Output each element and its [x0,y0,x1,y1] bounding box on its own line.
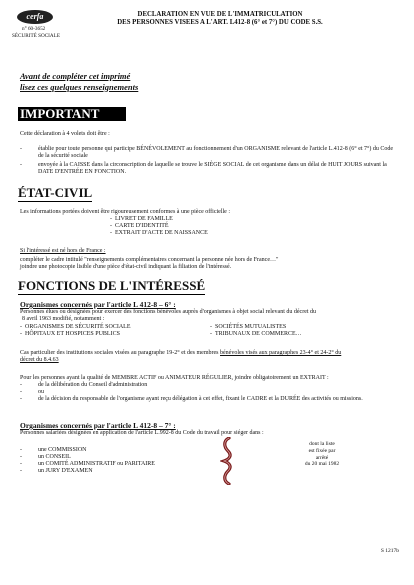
member-text: Pour les personnes ayant la qualité de MEMBRE ACTIF ou ANIMATEUR RÉGULIER, joindre obligatoirement un EXTRAIT : [20,375,329,381]
form-code: S 1217b [380,548,399,554]
abroad-line-1: compléter le cadre intitulé "renseignements complémentaires concernant la personne née hors de France…" [20,257,279,263]
particular-case: Cas particulier des institutions sociales visées au paragraphe 19-2° et des membres bénévoles visés aux paragraphes 23-4° et 24-2° du décret du 8.4.63 [20,350,400,364]
list-item: - un CONSEIL [20,454,71,460]
sub-heading-7: Organismes concernés par l'article L 412-8 – 7° : [20,421,176,430]
sub7-text: Personnes salariées désignées en application de l'article L.992-8 du Code du travail pour siéger dans : [20,430,264,436]
decree-note: dont la liste est fixée par arrêté du 20 mai 1982 [304,441,340,468]
important-bullets [20,146,400,176]
col-left [20,324,210,338]
sub-heading-6: Organismes concernés par l'article L 412-8 – 6° : [20,300,176,309]
list-item: - de la délibération du Conseil d'administration [20,382,148,388]
list-item: - de la décision du responsable de l'organisme ayant reçu délégation à cet effet, fixant le CADRE et la DURÉE des activités ou missions. [20,396,363,402]
organism-columns [20,324,400,338]
sub6-text-2: 8 avril 1963 modifié, notamment : [22,316,105,322]
fonctions-heading: FONCTIONS DE L'INTÉRESSÉ [18,278,206,293]
etat-civil-text: Les informations portées doivent être rigoureusement conformes à une pièce officielle : [20,209,230,215]
etat-civil-list [110,216,208,237]
list-item: - SOCIÉTÉS MUTUALISTES [210,324,287,330]
list-item: - ORGANISMES DE SÉCURITÉ SOCIALE [20,324,131,330]
list-item: - HÔPITAUX ET HOSPICES PUBLICS [20,331,120,337]
document-title [70,11,370,27]
etat-civil-heading: ÉTAT-CIVIL [18,185,93,200]
member-block [20,375,400,403]
abroad-title: Si l'intéressé est né hors de France : [20,248,106,254]
important-text: Cette déclaration à 4 volets doit être : [20,131,110,137]
list-item: - un JURY D'EXAMEN [20,468,93,474]
form-number: n° 60-3652 [22,26,46,32]
org-name: SÉCURITÉ SOCIALE [12,33,60,39]
intro-line-2: lisez ces quelques renseignements [20,81,139,92]
intro-note [20,71,138,92]
intro-line-1: Avant de compléter cet imprimé [20,71,131,81]
list-item: - TRIBUNAUX DE COMMERCE… [210,331,302,337]
list-item: - CARTE D'IDENTITÉ [110,223,169,229]
cerfa-logo: cerfa [17,10,53,24]
list-item: - un COMITÉ ADMINISTRATIF ou PARITAIRE [20,461,155,467]
commission-list [20,447,210,475]
list-item: - ou [20,389,44,395]
list-item: - une COMMISSION [20,447,87,453]
list-item: - EXTRAIT D'ACTE DE NAISSANCE [110,230,208,236]
abroad-line-2: joindre une photocopie lisible d'une pièce d'état-civil indiquant la filiation de l'intéressé. [20,264,232,270]
list-item: - établie pour toute personne qui participe BÉNÉVOLEMENT au fonctionnement d'un ORGANISME relevant de l'article L.412-8 (6° et 7°) du Code de la sécurité sociale [20,146,394,159]
particular-decret: décret du 8.4.63 [20,357,59,363]
brace-ornament-icon [220,437,234,485]
abroad-block [20,248,400,271]
sub6-text [20,309,400,338]
list-item: - envoyée à la CAISSE dans la circonscription de laquelle se trouve le SIÈGE SOCIAL de cet organisme dans un délai de HUIT JOURS suivant la DATE D'ENTRÉE EN FONCTION. [20,162,387,175]
sub6-text-1: Personnes élues ou désignées pour exercer des fonctions bénévoles auprès d'organismes à objet social relevant du décret du [20,309,317,315]
important-heading: IMPORTANT [18,107,126,121]
list-item: - LIVRET DE FAMILLE [110,216,173,222]
col-right [210,324,400,338]
title-line-2: DES PERSONNES VISEES A L'ART. L412-8 (6° et 7°) DU CODE S.S. [117,19,323,26]
title-line-1: DECLARATION EN VUE DE L'IMMATRICULATION [137,11,303,18]
